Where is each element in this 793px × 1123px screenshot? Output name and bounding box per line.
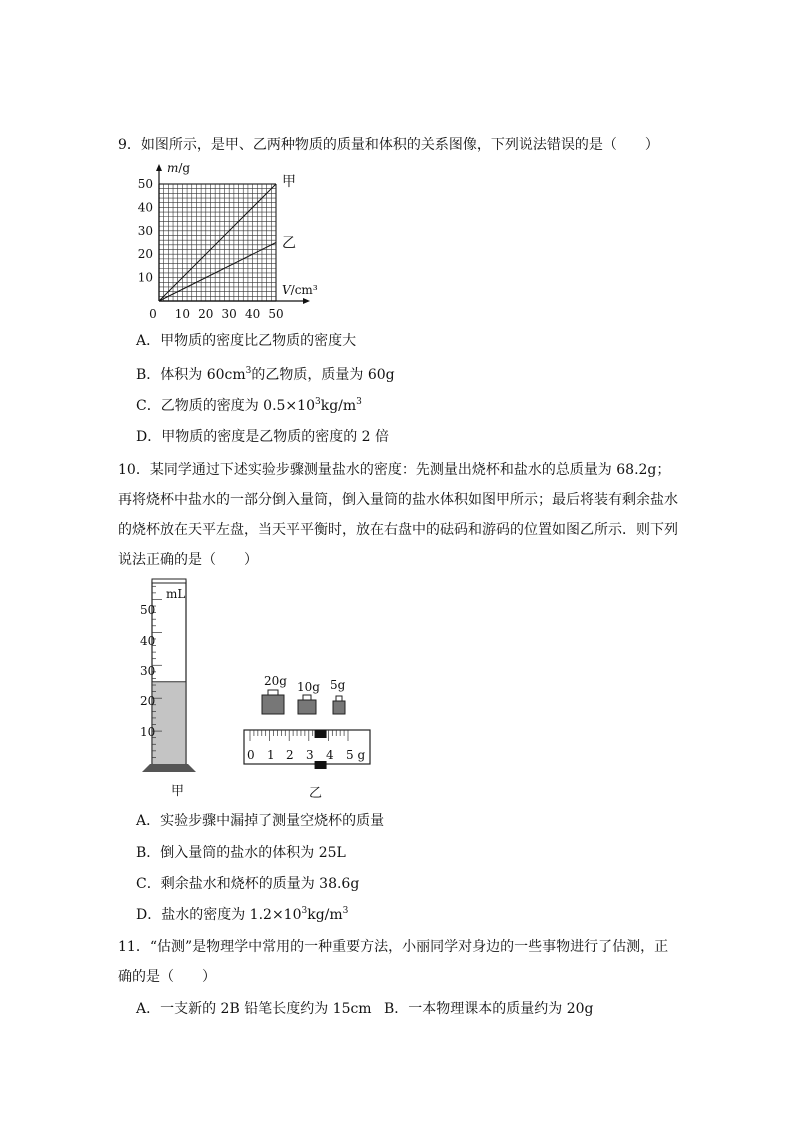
q10-option-d-sup: 3 xyxy=(301,906,308,916)
cylinder-liquid xyxy=(153,682,186,764)
x-axis-label: V/cm³ xyxy=(282,283,318,297)
scale-label-2: 2 xyxy=(286,748,294,762)
cylinder-rim xyxy=(152,579,186,583)
y-tick-label: 50 xyxy=(137,177,153,191)
weight-20g xyxy=(262,690,284,714)
q9-option-c[interactable] xyxy=(136,395,362,415)
cylinder-tick-40: 40 xyxy=(140,634,156,648)
scale-label-1: 1 xyxy=(267,748,275,762)
scale-label-5: 5 g xyxy=(346,748,366,762)
y-axis-arrow xyxy=(156,164,162,171)
q10-option-d-text: D．盐水的密度为 1.2×10 xyxy=(136,907,302,923)
q9-option-c-unit: kg/m xyxy=(320,398,357,414)
cylinder-tick-20: 20 xyxy=(140,694,156,708)
figure-label-jia: 甲 xyxy=(171,784,185,799)
weight-10g xyxy=(298,695,316,714)
q11-option-b[interactable]: B．一本物理课本的质量约为 20g xyxy=(384,1001,594,1017)
x-tick-label: 40 xyxy=(244,307,261,321)
q10-stem: 10．某同学通过下述实验步骤测量盐水的密度：先测量出烧杯和盐水的总质量为 68.2g；再将烧杯中盐水的一部分倒入量筒，倒入量筒的盐水体积如图甲所示；最后将装有剩余盐水的烧杯放在天平左盘，当天平平衡时，放在右盘中的砝码和游码的位置如图乙所示．则下列说法正确的是（ ） xyxy=(118,462,678,568)
chart-series xyxy=(159,184,276,301)
scale-label-3: 3 xyxy=(306,748,314,762)
q9-option-c-sup: 3 xyxy=(314,397,321,407)
x-axis-arrow xyxy=(303,298,310,304)
series-line-jia xyxy=(159,184,276,301)
cylinder-unit: mL xyxy=(166,587,186,601)
q10-option-d-unit: kg/m xyxy=(307,907,343,923)
q9-option-c-sup2: 3 xyxy=(356,397,362,407)
rider-top xyxy=(315,730,327,738)
q9-option-c-text: C．乙物质的密度为 0.5×10 xyxy=(136,398,315,414)
origin-label: 0 xyxy=(149,307,157,321)
q9-option-b-sup: 3 xyxy=(245,366,252,376)
scale-label-4: 4 xyxy=(326,748,334,762)
q9-option-b-rest: 的乙物质，质量为 60g xyxy=(251,367,395,383)
weight-20g-label: 20g xyxy=(264,674,287,688)
y-tick-label: 30 xyxy=(137,223,153,238)
q9-option-b-text: B．体积为 60cm xyxy=(136,367,246,383)
x-tick-label: 50 xyxy=(268,307,284,321)
q9-option-b[interactable] xyxy=(136,364,395,384)
mass-volume-chart xyxy=(136,158,336,324)
q10-option-b[interactable]: B．倒入量筒的盐水的体积为 25L xyxy=(136,845,346,861)
q9-option-a[interactable]: A．甲物质的密度比乙物质的密度大 xyxy=(136,333,357,349)
q9-stem: 9．如图所示，是甲、乙两种物质的质量和体积的关系图像，下列说法错误的是（ ） xyxy=(118,137,659,153)
x-tick-label: 20 xyxy=(198,307,214,321)
balance-figure xyxy=(240,670,375,805)
legend-jia: 甲 xyxy=(282,174,296,190)
q9-option-d[interactable]: D．甲物质的密度是乙物质的密度的 2 倍 xyxy=(136,429,390,445)
q11-option-a[interactable]: A．一支新的 2B 铅笔长度约为 15cm xyxy=(136,1001,372,1017)
weight-10g-label: 10g xyxy=(297,680,320,694)
cylinder-tick-50: 50 xyxy=(140,603,156,617)
y-axis-label: m/g xyxy=(167,161,191,175)
weight-5g xyxy=(333,696,345,714)
q11-stem: 11．“估测”是物理学中常用的一种重要方法，小丽同学对身边的一些事物进行了估测，正确的是（ ） xyxy=(118,939,669,985)
legend-yi: 乙 xyxy=(282,235,296,252)
cylinder-base xyxy=(142,764,196,772)
figure-label-yi: 乙 xyxy=(309,786,323,801)
chart-labels xyxy=(138,161,318,321)
y-tick-label: 10 xyxy=(137,270,153,285)
cylinder-tick-30: 30 xyxy=(140,664,156,678)
cylinder-tick-10: 10 xyxy=(140,725,156,739)
series-line-yi xyxy=(159,243,276,302)
q10-option-d-sup2: 3 xyxy=(342,906,349,916)
x-tick-label: 10 xyxy=(174,307,191,321)
y-tick-label: 20 xyxy=(137,247,153,262)
y-tick-label: 40 xyxy=(137,200,153,215)
scale-label-0: 0 xyxy=(247,748,255,762)
rider-bottom xyxy=(315,761,327,769)
weight-5g-label: 5g xyxy=(330,678,346,692)
graduated-cylinder-figure xyxy=(140,578,210,803)
x-tick-label: 30 xyxy=(221,307,237,321)
q10-option-d[interactable] xyxy=(136,904,348,924)
q10-option-c[interactable]: C．剩余盐水和烧杯的质量为 38.6g xyxy=(136,876,360,892)
q10-option-a[interactable]: A．实验步骤中漏掉了测量空烧杯的质量 xyxy=(136,813,385,829)
